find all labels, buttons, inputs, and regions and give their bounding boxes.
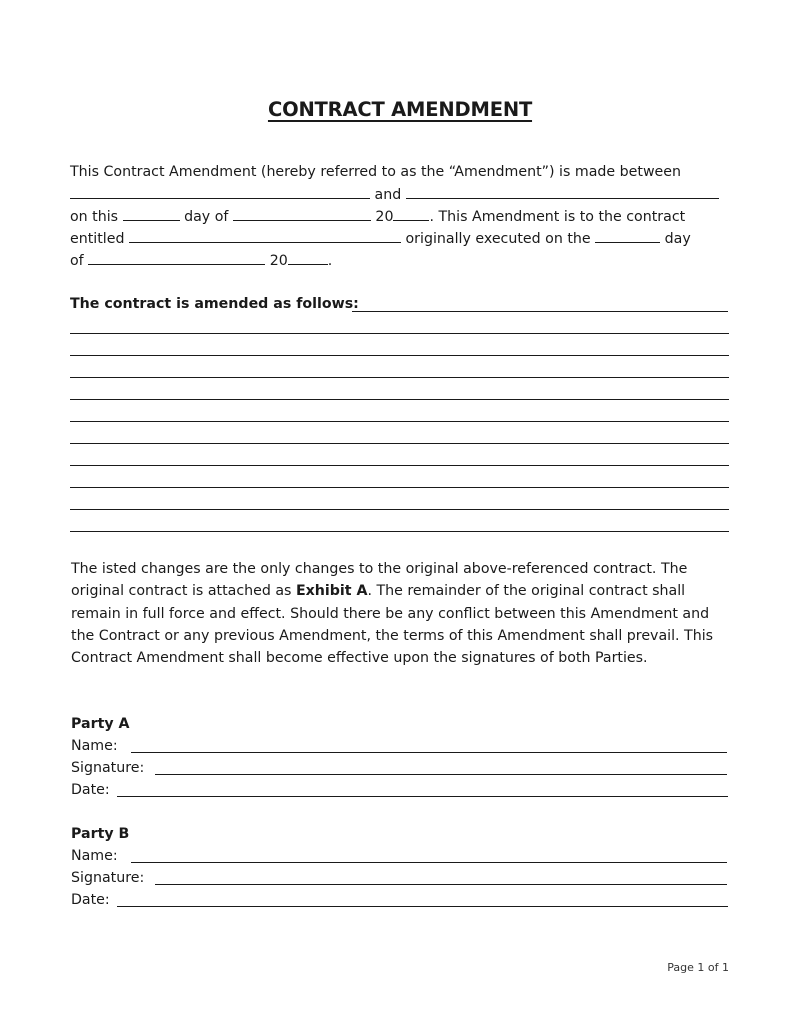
amendment-line[interactable] [70, 487, 729, 488]
party-a-name-field[interactable] [131, 752, 727, 753]
intro-line-4 [70, 229, 691, 248]
on-this-text: on this [70, 209, 119, 225]
executed-month-blank[interactable] [88, 251, 265, 265]
amendment-first-line[interactable] [352, 311, 728, 312]
party-b-name-label: Name: [71, 848, 118, 864]
amended-heading [70, 295, 359, 313]
day-text: day [664, 231, 691, 247]
amendment-line[interactable] [70, 465, 729, 466]
period-text: . [327, 253, 333, 269]
amendment-line[interactable] [70, 531, 729, 532]
closing-paragraph [71, 558, 736, 669]
exhibit-label: Exhibit A [295, 583, 368, 600]
day-of-text: day of [184, 209, 229, 225]
amended-heading-text: The contract is amended as follows: [70, 296, 359, 312]
party-a-name-label: Name: [71, 738, 118, 754]
year-prefix: 20 [375, 209, 394, 225]
amendment-line[interactable] [70, 421, 729, 422]
party-b-date-label: Date: [71, 892, 110, 908]
document-title [0, 98, 800, 121]
party-a-signature-field[interactable] [155, 774, 727, 775]
month-blank[interactable] [233, 207, 371, 221]
amendment-line[interactable] [70, 399, 729, 400]
party-b-signature-label: Signature: [71, 870, 145, 886]
originally-executed-text: originally executed on the [405, 231, 591, 247]
intro-line-2 [70, 185, 719, 204]
party-two-blank[interactable] [406, 185, 719, 199]
title-text: CONTRACT AMENDMENT [267, 98, 533, 121]
of-text: of [70, 253, 84, 269]
party-a-signature-label: Signature: [71, 760, 145, 776]
executed-day-blank[interactable] [595, 229, 660, 243]
page-number: Page 1 of 1 [667, 961, 729, 974]
party-one-blank[interactable] [70, 185, 370, 199]
party-b-heading: Party B [71, 826, 130, 842]
line3-tail: . This Amendment is to the contract [429, 209, 686, 225]
executed-year-blank[interactable] [288, 251, 328, 265]
party-a-date-label: Date: [71, 782, 110, 798]
party-a-date-field[interactable] [117, 796, 728, 797]
contract-title-blank[interactable] [129, 229, 401, 243]
intro-line-3 [70, 207, 685, 226]
party-b-name-field[interactable] [131, 862, 727, 863]
amendment-line[interactable] [70, 377, 729, 378]
party-b-date-field[interactable] [117, 906, 728, 907]
year-prefix-2: 20 [269, 253, 288, 269]
year-blank[interactable] [393, 207, 429, 221]
entitled-text: entitled [70, 231, 125, 247]
intro-line-5 [70, 251, 332, 270]
closing-part-1: The isted changes are the only changes to the original above-referenced contract. The original contract is attached as [71, 561, 688, 600]
and-word: and [374, 187, 402, 203]
intro-line-1: This Contract Amendment (hereby referred to as the “Amendment”) is made between [70, 164, 682, 180]
amendment-line[interactable] [70, 333, 729, 334]
amendment-line[interactable] [70, 443, 729, 444]
amendment-line[interactable] [70, 509, 729, 510]
closing-part-2: . The remainder of the original contract shall remain in full force and effect. Should there be any conflict between this Amendment and the Contract or any previous Amendment, the terms of this Amendment shall prevail. This Contract Amendment shall become effective upon the signatures of both Parties. [71, 583, 714, 667]
party-a-heading: Party A [71, 716, 130, 732]
amendment-line[interactable] [70, 355, 729, 356]
party-b-signature-field[interactable] [155, 884, 727, 885]
day-blank[interactable] [123, 207, 180, 221]
